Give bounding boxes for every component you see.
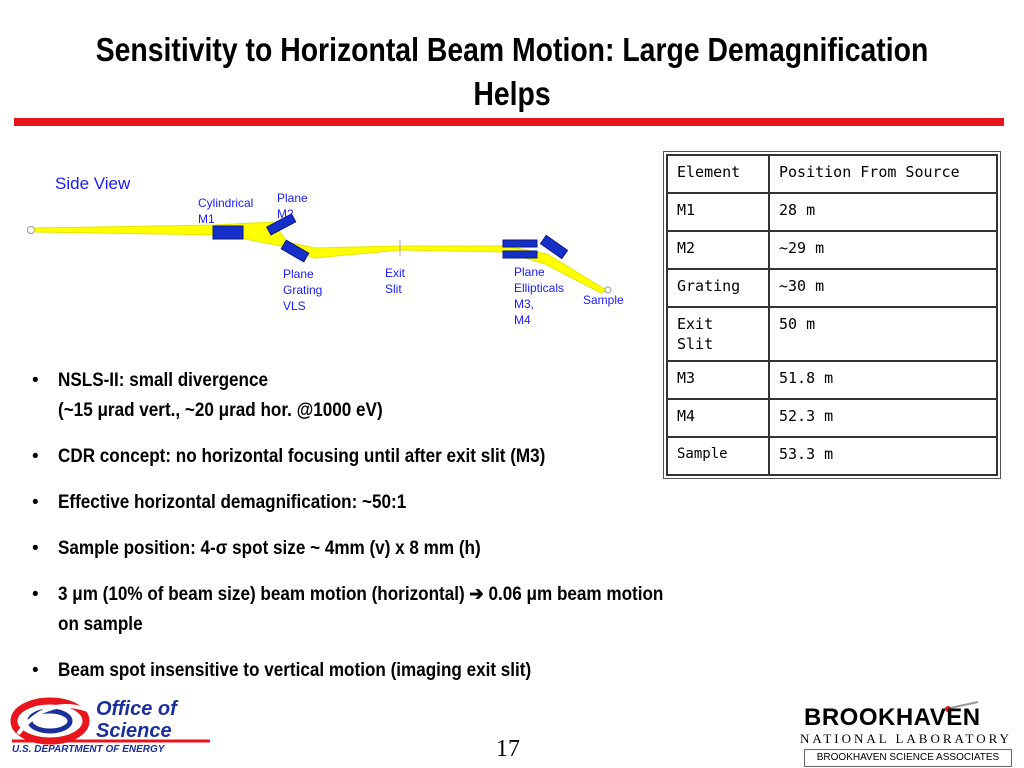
side-view-label: Side View: [55, 174, 131, 193]
table-row: [667, 193, 997, 231]
table-row: [667, 269, 997, 307]
cell-element: Exit Slit: [667, 307, 769, 361]
bullet-item: [32, 488, 832, 518]
doe-department: U.S. DEPARTMENT OF ENERGY: [12, 744, 165, 755]
bullet-list: [32, 366, 832, 702]
source-point: [28, 227, 35, 234]
cell-element: M3: [667, 361, 769, 399]
cell-element: Grating: [667, 269, 769, 307]
bullet-text: Sample position: 4-σ spot size ~ 4mm (v) x 8 mm (h): [58, 538, 481, 559]
cell-position: 53.3 m: [769, 437, 997, 475]
cell-element: M2: [667, 231, 769, 269]
bnl-subtitle: NATIONAL LABORATORY: [800, 731, 1012, 746]
bullet-text: NSLS-II: small divergence: [58, 370, 269, 391]
sample-label: Sample: [583, 293, 624, 307]
cell-element: Sample: [667, 437, 769, 475]
bullet-item: [32, 442, 832, 472]
title-divider: [14, 118, 1004, 126]
bullet-text: CDR concept: no horizontal focusing until after exit slit (M3): [58, 446, 546, 467]
bullet-text: Effective horizontal demagnification: ~50:1: [58, 492, 407, 513]
bullet-item: [32, 656, 832, 686]
bullet-text: Beam spot insensitive to vertical motion (imaging exit slit): [58, 660, 532, 681]
bullet-text-cont: (~15 μrad vert., ~20 μrad hor. @1000 eV): [58, 400, 383, 421]
cell-position: ~30 m: [769, 269, 997, 307]
cell-element: M1: [667, 193, 769, 231]
exit-slit-label: Exit Slit: [385, 266, 406, 296]
cell-position: 50 m: [769, 307, 997, 361]
mirror-m3: [503, 240, 537, 247]
cell-position: ~29 m: [769, 231, 997, 269]
header-position: Position From Source: [769, 155, 997, 193]
mirror-m1: [213, 226, 243, 239]
doe-science: Science: [96, 720, 172, 742]
m2-label: Plane M2: [277, 191, 308, 221]
beamline-diagram: [25, 172, 645, 342]
table-row: [667, 231, 997, 269]
cell-position: 52.3 m: [769, 399, 997, 437]
bnl-name: BROOKHAVEN: [804, 704, 981, 731]
bullet-item: [32, 534, 832, 564]
table-header-row: [667, 155, 997, 193]
bullet-text-cont: on sample: [58, 614, 143, 635]
slide-title: Sensitivity to Horizontal Beam Motion: Large Demagnification Helps: [95, 31, 929, 112]
bullet-item: [32, 366, 832, 426]
bnl-associates: BROOKHAVEN SCIENCE ASSOCIATES: [804, 749, 1012, 767]
doe-logo-text: [96, 698, 177, 742]
table-row: [667, 307, 997, 361]
m1-label: Cylindrical M1: [198, 196, 254, 226]
cell-position: 51.8 m: [769, 361, 997, 399]
cell-element: M4: [667, 399, 769, 437]
bullet-item: [32, 580, 832, 640]
header-element: Element: [667, 155, 769, 193]
doe-office-of: Office of: [96, 698, 177, 720]
mirror-m3-lower: [503, 251, 537, 258]
cell-position: 28 m: [769, 193, 997, 231]
m3-m4-label: Plane Ellipticals M3, M4: [514, 265, 565, 327]
bullet-text: 3 μm (10% of beam size) beam motion (horizontal) ➔ 0.06 μm beam motion: [58, 584, 664, 605]
grating-label: Plane Grating VLS: [283, 267, 323, 313]
page-number: 17: [496, 736, 520, 762]
